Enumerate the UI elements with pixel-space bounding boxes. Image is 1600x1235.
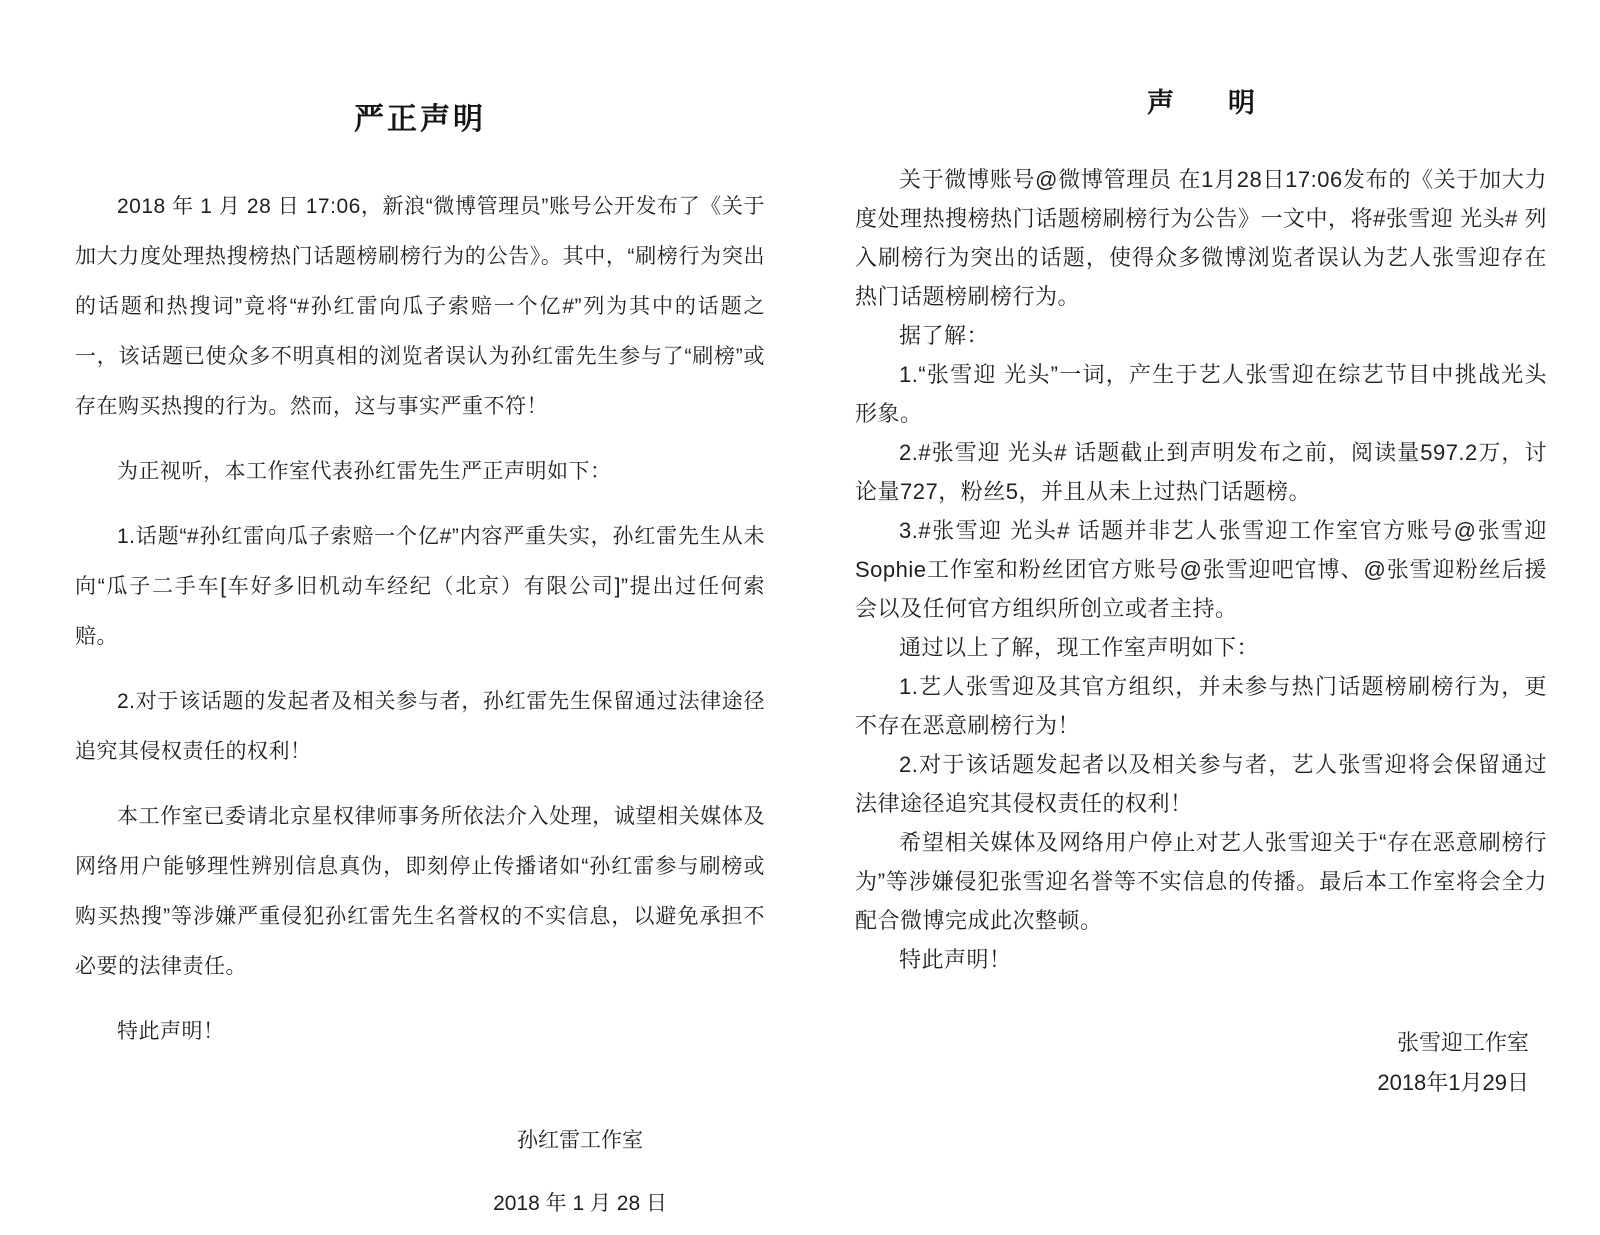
right-statement-body — [855, 160, 1547, 979]
left-signature-date: 2018 年 1 月 28 日 — [493, 1192, 667, 1215]
left-paragraph-closing: 特此声明！ — [117, 1020, 225, 1043]
statement-left-sunhonglei — [75, 100, 765, 1235]
left-statement-body — [75, 182, 765, 1057]
right-paragraph-intro: 关于微博账号@微博管理员 在1月28日17:06发布的《关于加大力度处理热搜榜热门话题榜刷榜行为公告》一文中，将#张雪迎 光头# 列入刷榜行为突出的话题，使得众多微博浏览者误认为艺人张雪迎存在热门话题榜刷榜行为。 — [855, 167, 1547, 309]
left-statement-title: 严正声明 — [354, 103, 486, 136]
left-signature-block — [493, 1109, 667, 1235]
right-paragraph-point-2: 2.对于该话题发起者以及相关参与者，艺人张雪迎将会保留通过法律途径追究其侵权责任的权利！ — [855, 752, 1547, 816]
left-signature-name: 孙红雷工作室 — [517, 1129, 644, 1152]
left-paragraph-point-2: 2.对于该话题的发起者及相关参与者，孙红雷先生保留通过法律途径追究其侵权责任的权利！ — [75, 690, 765, 763]
right-paragraph-appeal: 希望相关媒体及网络用户停止对艺人张雪迎关于“存在恶意刷榜行为”等涉嫌侵犯张雪迎名誉等不实信息的传播。最后本工作室将会全力配合微博完成此次整顿。 — [855, 830, 1547, 933]
right-paragraph-declare-lead: 通过以上了解，现工作室声明如下： — [899, 635, 1260, 660]
right-signature-block — [855, 1023, 1547, 1103]
right-paragraph-fact-2: 2.#张雪迎 光头# 话题截止到声明发布之前，阅读量597.2万，讨论量727，粉丝5，并且从未上过热门话题榜。 — [855, 440, 1547, 504]
right-paragraph-facts-lead: 据了解： — [899, 323, 990, 348]
right-statement-title: 声 明 — [1147, 88, 1255, 118]
right-signature-date: 2018年1月29日 — [1377, 1070, 1529, 1095]
right-paragraph-point-1: 1.艺人张雪迎及其官方组织，并未参与热门话题榜刷榜行为，更不存在恶意刷榜行为！ — [855, 674, 1547, 738]
left-paragraph-declare-lead: 为正视听，本工作室代表孙红雷先生严正声明如下： — [117, 460, 612, 483]
statement-right-zhangxueying — [855, 86, 1547, 1103]
left-paragraph-legal-notice: 本工作室已委请北京星权律师事务所依法介入处理，诚望相关媒体及网络用户能够理性辨别信息真伪，即刻停止传播诸如“孙红雷参与刷榜或购买热搜”等涉嫌严重侵犯孙红雷先生名誉权的不实信息，以避免承担不必要的法律责任。 — [75, 805, 765, 978]
right-paragraph-fact-3: 3.#张雪迎 光头# 话题并非艺人张雪迎工作室官方账号@张雪迎Sophie工作室和粉丝团官方账号@张雪迎吧官博、@张雪迎粉丝后援会以及任何官方组织所创立或者主持。 — [855, 518, 1547, 621]
left-paragraph-point-1: 1.话题“#孙红雷向瓜子索赔一个亿#”内容严重失实，孙红雷先生从未向“瓜子二手车[车好多旧机动车经纪（北京）有限公司]”提出过任何索赔。 — [75, 525, 765, 648]
right-signature-name: 张雪迎工作室 — [1396, 1030, 1529, 1055]
right-paragraph-fact-1: 1.“张雪迎 光头”一词，产生于艺人张雪迎在综艺节目中挑战光头形象。 — [855, 362, 1547, 426]
right-paragraph-closing: 特此声明！ — [899, 947, 1012, 972]
left-paragraph-intro: 2018 年 1 月 28 日 17:06，新浪“微博管理员”账号公开发布了《关于加大力度处理热搜榜热门话题榜刷榜行为的公告》。其中，“刷榜行为突出的话题和热搜词”竟将“#孙红雷向瓜子索赔一个亿#”列为其中的话题之一，该话题已使众多不明真相的浏览者误认为孙红雷先生参与了“刷榜”或存在购买热搜的行为。然而，这与事实严重不符！ — [75, 195, 765, 418]
